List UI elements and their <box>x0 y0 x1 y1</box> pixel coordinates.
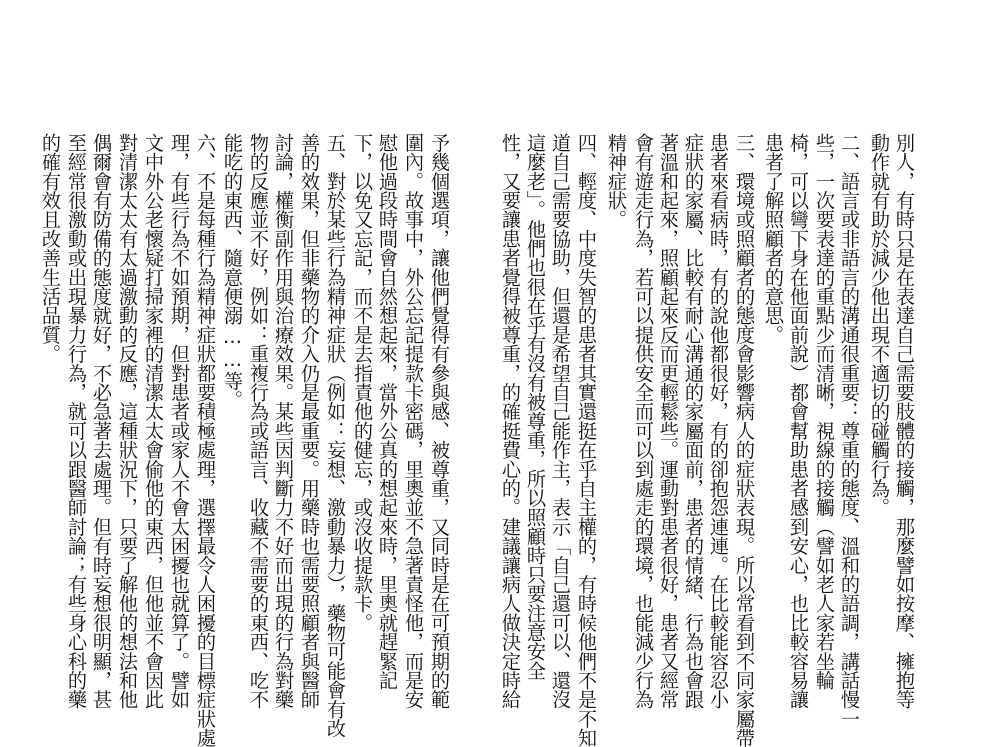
text-column: 下，以免又忘記，而不是去指責他的健忘，或沒收提款卡。 <box>351 133 374 633</box>
text-column: 的確有效且改善生活品質。 <box>39 133 62 364</box>
text-column: 理，有些行為不如預期，但對患者或家人不會太困擾也就算了。譬如 <box>168 133 191 709</box>
text-column: 症狀的家屬、比較有耐心溝通的家屬面前，患者的情緒、行為也會跟 <box>682 133 705 709</box>
text-column: 些，一次要表達的重點少而清晰，視線的接觸（譬如老人家若坐輪 <box>813 133 836 690</box>
text-column: 文中外公老懷疑打掃家裡的清潔太太會偷他的東西，但他並不會因此 <box>142 133 165 709</box>
text-column: 這麼老」。他們也很在乎有沒有被尊重，所以照顧時只要注意安全 <box>524 133 547 681</box>
text-column: 五、對於某些行為精神症狀（例如：妄想、激動暴力），藥物可能會有改 <box>324 133 347 738</box>
text-column: 對清潔太太有太過激動的反應，這種狀況下，只要了解他的想法和他 <box>116 133 139 709</box>
text-column: 六、不是每種行為精神症狀都要積極處理，選擇最令人困擾的目標症狀處 <box>194 133 217 747</box>
text-column: 別人，有時只是在表達自己需要肢體的接觸，那麼譬如按摩、擁抱等 <box>893 133 916 709</box>
text-column: 著溫和起來，照顧起來反而更輕鬆些。運動對患者很好，患者又經常 <box>657 133 680 709</box>
text-column: 討論，權衡副作用與治療效果。某些因判斷力不好而出現的行為對藥 <box>272 133 295 709</box>
text-column: 二、語言或非語言的溝通很重要：尊重的態度、溫和的語調，講話慢一 <box>838 133 861 729</box>
text-column: 圍內。故事中，外公忘記提款卡密碼，里奧並不急著責怪他，而是安 <box>402 133 425 709</box>
text-column: 椅，可以彎下身在他面前說）都會幫助患者感到安心，也比較容易讓 <box>787 133 810 709</box>
text-column: 動作就有助於減少他出現不適切的碰觸行為。 <box>868 133 891 517</box>
text-column: 善的效果，但非藥物的介入仍是最重要。用藥時也需要照顧者與醫師 <box>298 133 321 709</box>
text-column: 患者來看病時，有的說他都很好，有的卻抱怨連連。在比較能容忍小 <box>707 133 730 709</box>
text-column: 偶爾會有防備的態度就好，不必急著去處理。但有時妄想很明顯，甚 <box>90 133 113 709</box>
text-column: 性，又要讓患者覺得被尊重，的確挺費心的。建議讓病人做決定時給 <box>499 133 522 709</box>
text-column: 至經常很激動或出現暴力行為，就可以跟醫師討論；有些身心科的藥 <box>65 133 88 709</box>
text-column: 精神症狀。 <box>605 133 628 229</box>
text-column: 予幾個選項，讓他們覺得有參與感、被尊重，又同時是在可預期的範 <box>428 133 451 709</box>
text-column: 會有遊走行為，若可以提供安全而可以到處走的環境，也能減少行為 <box>632 133 655 709</box>
text-column: 患者了解照顧者的意思。 <box>762 133 785 345</box>
text-column: 道自己需要協助，但還是希望自己能作主，表示「自己還可以、還沒 <box>549 133 572 709</box>
text-column: 慰他過段時間會自然想起來，當外公真的想起來時，里奧就趕緊記 <box>376 133 399 690</box>
text-column: 四、輕度、中度失智的患者其實還挺在乎自主權的，有時候他們不是不知 <box>575 133 598 747</box>
text-column: 物的反應並不好，例如：重複行為或語言、收藏不需要的東西、吃不 <box>247 133 270 709</box>
text-column: 能吃的東西、隨意便溺……等。 <box>221 133 244 410</box>
text-column: 三、環境或照顧者的態度會影響病人的症狀表現。所以常看到不同家屬帶 <box>733 133 756 747</box>
